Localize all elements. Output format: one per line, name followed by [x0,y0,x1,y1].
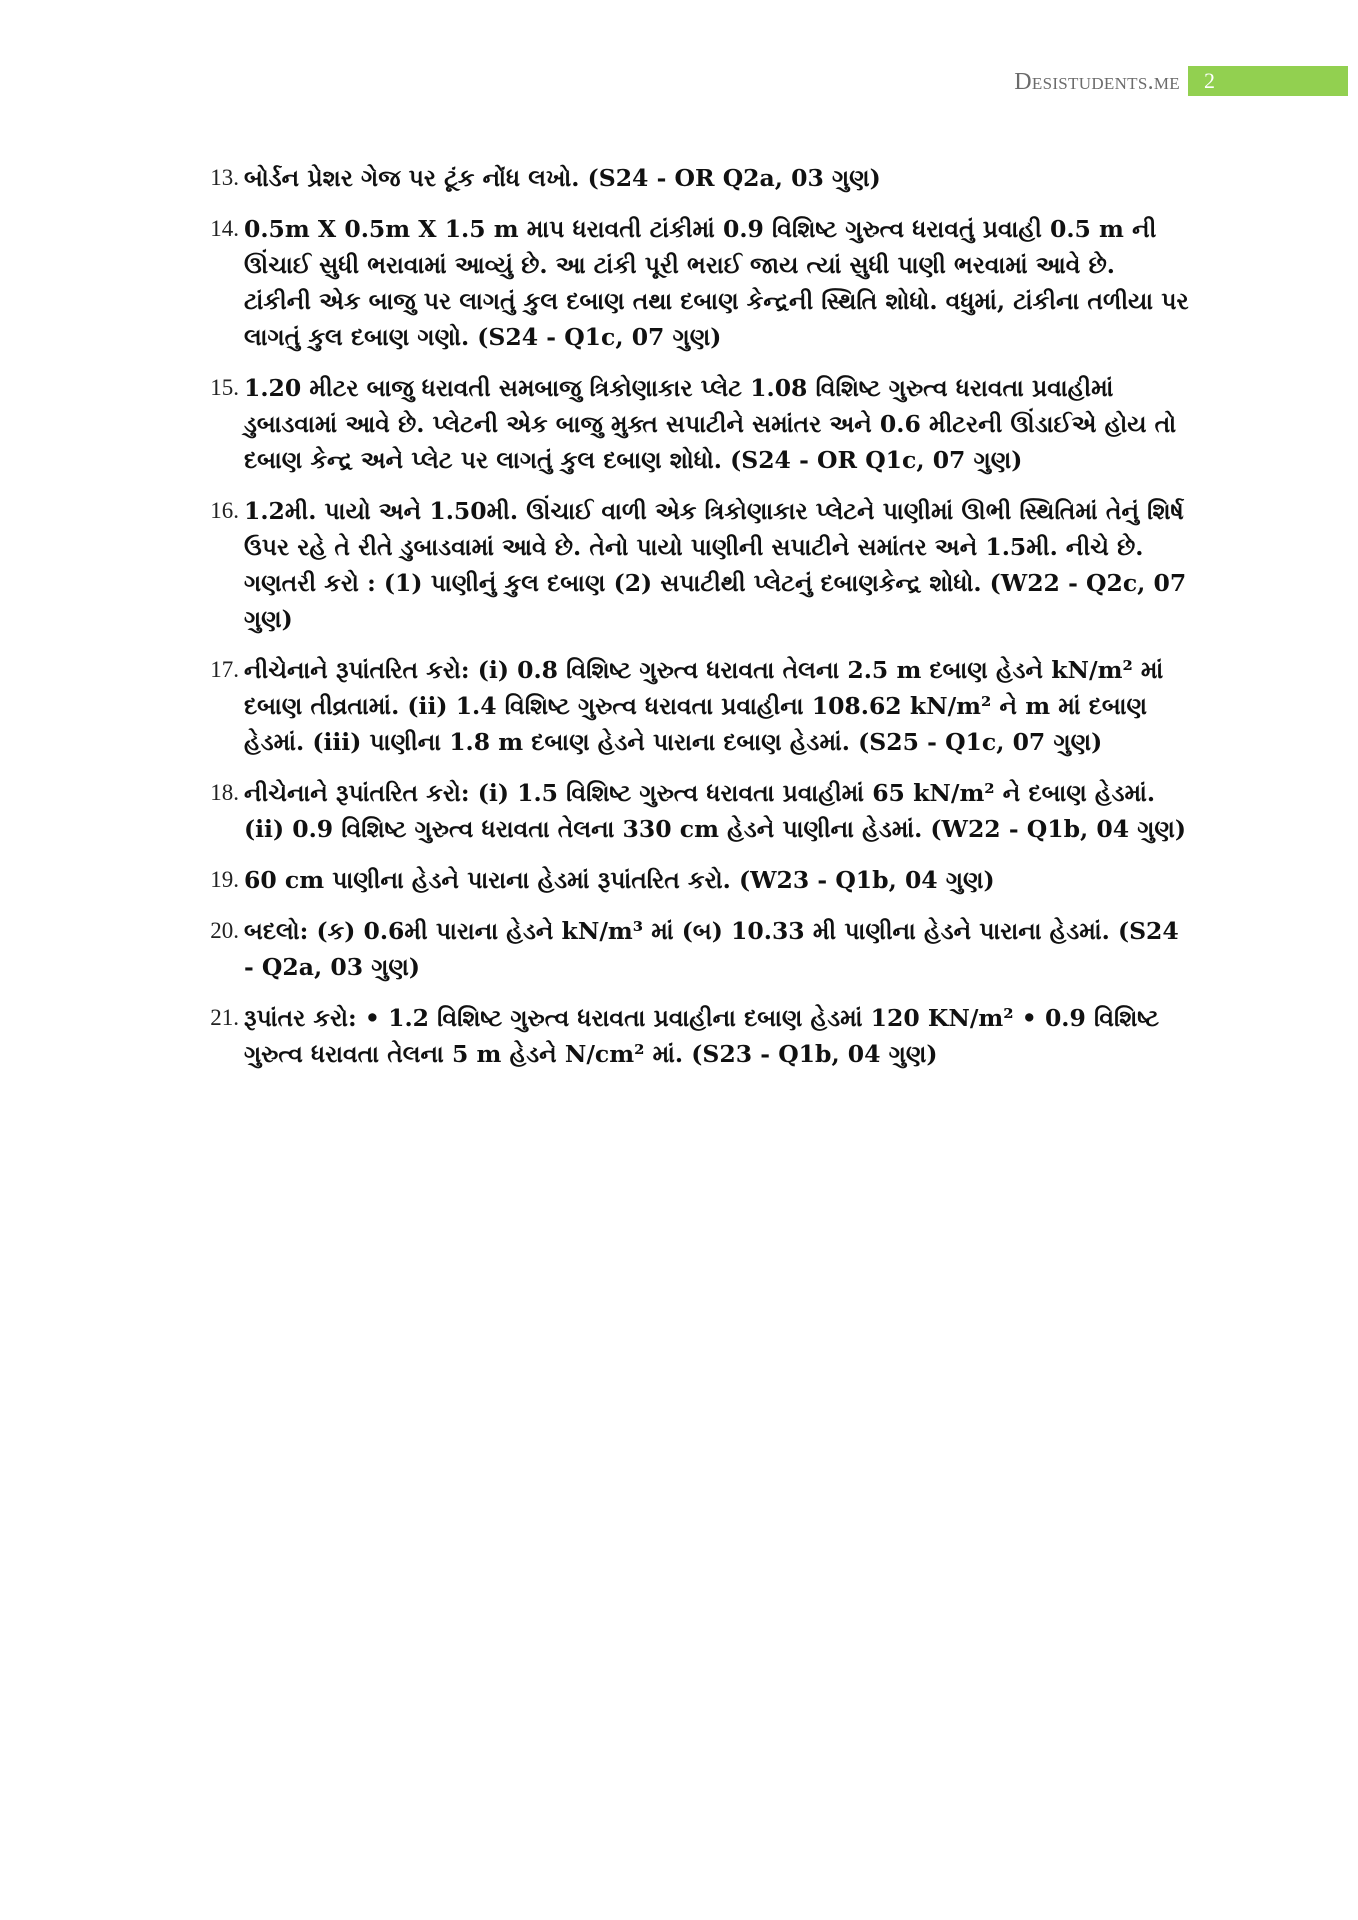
question-text: 60 cm પાણીના હેડને પારાના હેડમાં રૂપાંતરિત કરો. (W23 - Q1b, 04 ગુણ) [244,866,995,894]
question-item [200,862,1190,898]
page-number-badge: 2 [1188,66,1348,96]
question-item [200,370,1190,478]
question-number: 15. [210,375,239,400]
question-item [200,652,1190,760]
question-text: 1.20 મીટર બાજુ ધરાવતી સમબાજુ ત્રિકોણાકાર પ્લેટ 1.08 વિશિષ્ટ ગુરુત્વ ધરાવતા પ્રવાહીમાં ડુબાડવામાં આવે છે. પ્લેટની એક બાજુ મુક્ત સપાટીને સમાંતર અને 0.6 મીટરની ઊંડાઈએ હોય તો દબાણ કેન્દ્ર અને પ્લેટ પર લાગતું કુલ દબાણ શોધો. (S24 - OR Q1c, 07 ગુણ) [244,374,1177,474]
question-item [200,160,1190,196]
question-text: બદલો: (ક) 0.6મી પારાના હેડને kN/m³ માં (બ) 10.33 મી પાણીના હેડને પારાના હેડમાં. (S24 - Q2a, 03 ગુણ) [244,917,1179,981]
page-header [0,66,1358,96]
question-number: 20. [210,918,239,943]
question-number: 18. [210,780,239,805]
question-text: નીચેનાને રૂપાંતરિત કરો: (i) 1.5 વિશિષ્ટ ગુરુત્વ ધરાવતા પ્રવાહીમાં 65 kN/m² ને દબાણ હેડમાં. (ii) 0.9 વિશિષ્ટ ગુરુત્વ ધરાવતા તેલના 330 cm હેડને પાણીના હેડમાં. (W22 - Q1b, 04 ગુણ) [244,779,1187,843]
site-name: Desistudents.me [1014,69,1180,95]
question-item [200,493,1190,637]
question-number: 19. [210,867,239,892]
question-text: બોર્ડન પ્રેશર ગેજ પર ટૂંક નોંધ લખો. (S24 - OR Q2a, 03 ગુણ) [244,164,881,192]
question-number: 16. [210,498,239,523]
question-text: રૂપાંતર કરો: • 1.2 વિશિષ્ટ ગુરુત્વ ધરાવતા પ્રવાહીના દબાણ હેડમાં 120 KN/m² • 0.9 વિશિષ્ટ ગુરુત્વ ધરાવતા તેલના 5 m હેડને N/cm² માં. (S23 - Q1b, 04 ગુણ) [244,1004,1160,1068]
question-text: 1.2મી. પાયો અને 1.50મી. ઊંચાઈ વાળી એક ત્રિકોણાકાર પ્લેટને પાણીમાં ઊભી સ્થિતિમાં તેનું શિર્ષ ઉપર રહે તે રીતે ડુબાડવામાં આવે છે. તેનો પાયો પાણીની સપાટીને સમાંતર અને 1.5મી. નીચે છે. ગણતરી કરો : (1) પાણીનું કુલ દબાણ (2) સપાટીથી પ્લેટનું દબાણકેન્દ્ર શોધો. (W22 - Q2c, 07 ગુણ) [244,497,1187,633]
question-item [200,1000,1190,1072]
question-number: 13. [210,165,239,190]
question-number: 21. [210,1005,239,1030]
question-text: 0.5m X 0.5m X 1.5 m માપ ધરાવતી ટાંકીમાં 0.9 વિશિષ્ટ ગુરુત્વ ધરાવતું પ્રવાહી 0.5 m ની ઊંચાઈ સુધી ભરાવામાં આવ્યું છે. આ ટાંકી પૂરી ભરાઈ જાય ત્યાં સુધી પાણી ભરવામાં આવે છે. ટાંકીની એક બાજુ પર લાગતું કુલ દબાણ તથા દબાણ કેન્દ્રની સ્થિતિ શોધો. વધુમાં, ટાંકીના તળીયા પર લાગતું કુલ દબાણ ગણો. (S24 - Q1c, 07 ગુણ) [244,215,1189,351]
question-item [200,913,1190,985]
question-text: નીચેનાને રૂપાંતરિત કરો: (i) 0.8 વિશિષ્ટ ગુરુત્વ ધરાવતા તેલના 2.5 m દબાણ હેડને kN/m² માં દબાણ તીવ્રતામાં. (ii) 1.4 વિશિષ્ટ ગુરુત્વ ધરાવતા પ્રવાહીના 108.62 kN/m² ને m માં દબાણ હેડમાં. (iii) પાણીના 1.8 m દબાણ હેડને પારાના દબાણ હેડમાં. (S25 - Q1c, 07 ગુણ) [244,656,1164,756]
question-number: 17. [210,657,239,682]
question-item [200,211,1190,355]
question-number: 14. [210,216,239,241]
question-list [200,160,1190,1087]
question-item [200,775,1190,847]
